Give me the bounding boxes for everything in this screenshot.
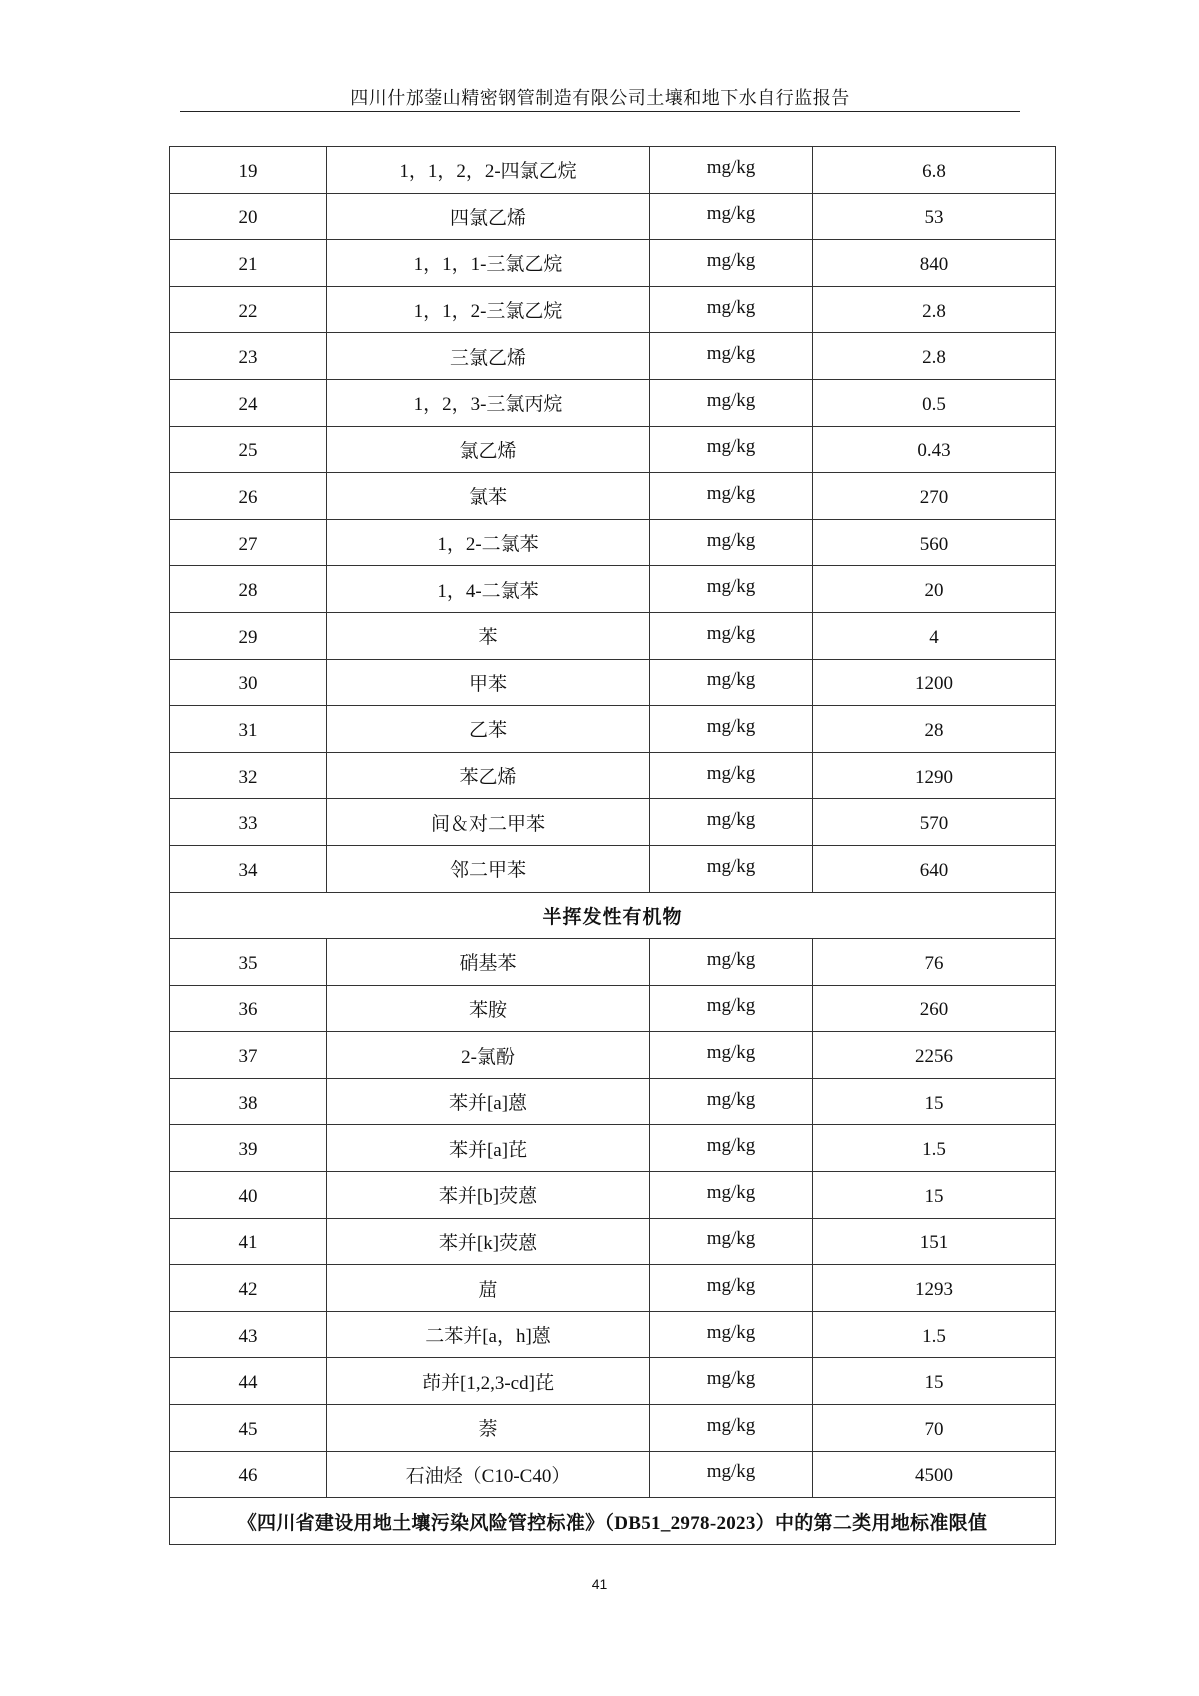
limit-value-cell-text: 1200 — [915, 673, 953, 695]
pollutant-name-cell — [327, 1358, 650, 1405]
row-number-cell — [170, 706, 327, 753]
pollutant-name-cell-text: 萘 — [478, 1419, 498, 1441]
unit-cell-text: mg/kg — [706, 855, 756, 877]
pollutant-name-cell — [327, 845, 650, 892]
pollutant-name-cell — [327, 566, 650, 613]
pollutant-name-cell — [327, 799, 650, 846]
section-heading: 半挥发性有机物 — [170, 892, 1056, 939]
limit-value-cell — [813, 1125, 1056, 1172]
unit-cell-text: mg/kg — [706, 529, 756, 551]
unit-cell-text: mg/kg — [706, 1042, 756, 1064]
unit-cell — [650, 333, 813, 380]
pollutant-name-cell-text: 2-氯酚 — [461, 1046, 515, 1068]
limit-value-cell-text: 2.8 — [922, 347, 946, 369]
pollutant-name-cell — [327, 426, 650, 473]
pollutant-name-cell-text: 1，2，3-三氯丙烷 — [413, 394, 563, 416]
pollutant-name-cell-text: 四氯乙烯 — [449, 207, 526, 229]
table-row — [170, 752, 1056, 799]
limit-value-cell-text: 15 — [924, 1185, 944, 1207]
row-number-cell — [170, 1218, 327, 1265]
table-row — [170, 1311, 1056, 1358]
pollutant-name-cell-text: 1，1，2，2-四氯乙烷 — [399, 161, 577, 183]
unit-cell-text: mg/kg — [706, 343, 756, 365]
limit-value-cell — [813, 845, 1056, 892]
section-group — [170, 892, 1056, 939]
unit-cell-text: mg/kg — [706, 296, 756, 318]
unit-cell — [650, 799, 813, 846]
limit-value-cell — [813, 566, 1056, 613]
pollutant-name-cell — [327, 1125, 650, 1172]
unit-cell-text: mg/kg — [706, 809, 756, 831]
limit-value-cell-text: 0.5 — [922, 393, 946, 415]
pollutant-name-cell-text: 硝基苯 — [459, 953, 517, 975]
unit-cell — [650, 519, 813, 566]
row-number-cell-text: 33 — [238, 813, 258, 835]
unit-cell — [650, 426, 813, 473]
limit-value-cell-text: 53 — [924, 207, 944, 229]
unit-cell — [650, 845, 813, 892]
unit-cell-text: mg/kg — [706, 762, 756, 784]
limit-value-cell-text: 76 — [924, 952, 944, 974]
table-row — [170, 147, 1056, 194]
unit-cell-text: mg/kg — [706, 1088, 756, 1110]
volatile-rows-group — [170, 147, 1056, 893]
row-number-cell-text: 39 — [238, 1139, 258, 1161]
limit-value-cell — [813, 1265, 1056, 1312]
unit-cell-text: mg/kg — [706, 389, 756, 411]
row-number-cell-text: 23 — [238, 347, 258, 369]
limit-value-cell-text: 1293 — [915, 1279, 953, 1301]
limit-value-cell — [813, 939, 1056, 986]
row-number-cell — [170, 473, 327, 520]
row-number-cell — [170, 426, 327, 473]
table-row — [170, 612, 1056, 659]
limit-value-cell — [813, 286, 1056, 333]
table-row — [170, 1172, 1056, 1219]
unit-cell — [650, 1405, 813, 1452]
row-number-cell — [170, 193, 327, 240]
limit-value-cell-text: 260 — [919, 999, 949, 1021]
pollutant-name-cell — [327, 1311, 650, 1358]
unit-cell — [650, 1451, 813, 1498]
table-row — [170, 845, 1056, 892]
row-number-cell — [170, 1078, 327, 1125]
limit-value-cell-text: 1.5 — [922, 1325, 946, 1347]
row-number-cell-text: 21 — [238, 253, 258, 275]
pollutant-name-cell-text: 苯并[a]芘 — [448, 1139, 528, 1161]
unit-cell-text: mg/kg — [706, 576, 756, 598]
pollutant-name-cell-text: 石油烃（C10-C40） — [405, 1465, 571, 1487]
unit-cell-text: mg/kg — [706, 1414, 756, 1436]
pollutant-name-cell-text: 苯并[a]蒽 — [448, 1093, 528, 1115]
pollutant-name-cell — [327, 1218, 650, 1265]
limit-value-cell — [813, 240, 1056, 287]
row-number-cell-text: 29 — [238, 626, 258, 648]
pollutant-name-cell-text: 1，4-二氯苯 — [437, 580, 539, 602]
unit-cell-text: mg/kg — [706, 1135, 756, 1157]
table-row — [170, 1078, 1056, 1125]
unit-cell — [650, 752, 813, 799]
unit-cell-text: mg/kg — [706, 669, 756, 691]
pollutant-name-cell-text: 甲苯 — [468, 673, 507, 695]
footer-note-row — [170, 1498, 1056, 1545]
row-number-cell — [170, 519, 327, 566]
row-number-cell-text: 28 — [238, 580, 258, 602]
row-number-cell — [170, 566, 327, 613]
table-row — [170, 1125, 1056, 1172]
limit-value-cell-text: 20 — [924, 580, 944, 602]
table-row — [170, 1265, 1056, 1312]
row-number-cell-text: 25 — [238, 440, 258, 462]
pollutant-name-cell — [327, 193, 650, 240]
row-number-cell — [170, 1172, 327, 1219]
unit-cell-text: mg/kg — [706, 1228, 756, 1250]
table-row — [170, 473, 1056, 520]
unit-cell — [650, 985, 813, 1032]
limit-value-cell — [813, 752, 1056, 799]
limit-value-cell — [813, 659, 1056, 706]
pollutant-name-cell-text: 间＆对二甲苯 — [430, 813, 545, 835]
table-row — [170, 659, 1056, 706]
row-number-cell-text: 22 — [238, 300, 258, 322]
row-number-cell — [170, 379, 327, 426]
limit-value-cell-text: 4500 — [915, 1465, 953, 1487]
unit-cell — [650, 1265, 813, 1312]
pollutant-name-cell-text: 1，1，1-三氯乙烷 — [413, 254, 563, 276]
pollutant-name-cell — [327, 240, 650, 287]
table-row — [170, 1358, 1056, 1405]
limit-value-cell — [813, 985, 1056, 1032]
standard-reference-note: 《四川省建设用地土壤污染风险管控标准》（DB51_2978-2023）中的第二类用地标准限值 — [170, 1498, 1056, 1545]
row-number-cell-text: 31 — [238, 719, 258, 741]
unit-cell — [650, 1311, 813, 1358]
unit-cell-text: mg/kg — [706, 1275, 756, 1297]
unit-cell — [650, 612, 813, 659]
row-number-cell — [170, 845, 327, 892]
pollutant-name-cell — [327, 612, 650, 659]
row-number-cell — [170, 240, 327, 287]
unit-cell — [650, 1172, 813, 1219]
limit-value-cell-text: 0.43 — [917, 440, 951, 462]
table-row — [170, 240, 1056, 287]
row-number-cell-text: 20 — [238, 207, 258, 229]
pollutant-name-cell — [327, 985, 650, 1032]
limit-value-cell-text: 15 — [924, 1372, 944, 1394]
unit-cell-text: mg/kg — [706, 203, 756, 225]
header-divider — [180, 111, 1020, 112]
unit-cell-text: mg/kg — [706, 1181, 756, 1203]
unit-cell — [650, 659, 813, 706]
pollutant-name-cell-text: 邻二甲苯 — [449, 860, 526, 882]
unit-cell — [650, 1358, 813, 1405]
table-row — [170, 799, 1056, 846]
unit-cell — [650, 1125, 813, 1172]
row-number-cell-text: 43 — [238, 1325, 258, 1347]
row-number-cell — [170, 286, 327, 333]
table-row — [170, 519, 1056, 566]
table-row — [170, 1451, 1056, 1498]
row-number-cell-text: 30 — [238, 673, 258, 695]
pollutant-name-cell-text: 二苯并[a，h]蒽 — [425, 1326, 551, 1348]
limit-value-cell — [813, 1311, 1056, 1358]
row-number-cell — [170, 799, 327, 846]
pollutant-name-cell — [327, 1265, 650, 1312]
limit-value-cell — [813, 1218, 1056, 1265]
limit-value-cell-text: 4 — [929, 626, 939, 648]
pollutant-name-cell-text: 三氯乙烯 — [449, 347, 526, 369]
row-number-cell — [170, 333, 327, 380]
limit-value-cell-text: 640 — [919, 859, 949, 881]
row-number-cell-text: 37 — [238, 1046, 258, 1068]
table-row — [170, 379, 1056, 426]
unit-cell — [650, 566, 813, 613]
row-number-cell-text: 32 — [238, 766, 258, 788]
row-number-cell — [170, 939, 327, 986]
row-number-cell-text: 40 — [238, 1185, 258, 1207]
limit-value-cell — [813, 612, 1056, 659]
pollutant-name-cell — [327, 1078, 650, 1125]
pollutant-name-cell-text: 乙苯 — [468, 720, 507, 742]
pollutant-name-cell-text: 1，1，2-三氯乙烷 — [413, 301, 563, 323]
unit-cell — [650, 1078, 813, 1125]
unit-cell-text: mg/kg — [706, 1461, 756, 1483]
pollutant-name-cell — [327, 939, 650, 986]
unit-cell — [650, 147, 813, 194]
row-number-cell-text: 41 — [238, 1232, 258, 1254]
limit-value-cell — [813, 1405, 1056, 1452]
semivolatile-rows-group — [170, 939, 1056, 1498]
limit-value-cell — [813, 193, 1056, 240]
limit-value-cell — [813, 1032, 1056, 1079]
pollutant-name-cell-text: 苯并[k]荧蒽 — [438, 1232, 538, 1254]
table-row — [170, 1405, 1056, 1452]
unit-cell-text: mg/kg — [706, 1321, 756, 1343]
limit-value-cell — [813, 1078, 1056, 1125]
pollutant-name-cell — [327, 752, 650, 799]
unit-cell — [650, 286, 813, 333]
pollutant-name-cell — [327, 286, 650, 333]
limit-value-cell — [813, 333, 1056, 380]
limit-value-cell — [813, 799, 1056, 846]
table-row — [170, 193, 1056, 240]
unit-cell — [650, 240, 813, 287]
limit-value-cell-text: 2256 — [915, 1046, 953, 1068]
row-number-cell-text: 45 — [238, 1418, 258, 1440]
table-row — [170, 1032, 1056, 1079]
pollutant-name-cell — [327, 1172, 650, 1219]
unit-cell-text: mg/kg — [706, 1368, 756, 1390]
pollutant-name-cell-text: 茚并[1,2,3-cd]芘 — [422, 1372, 554, 1394]
row-number-cell-text: 35 — [238, 952, 258, 974]
limit-value-cell-text: 1.5 — [922, 1139, 946, 1161]
row-number-cell — [170, 659, 327, 706]
unit-cell-text: mg/kg — [706, 715, 756, 737]
row-number-cell — [170, 612, 327, 659]
pollutant-name-cell — [327, 706, 650, 753]
pollutant-name-cell-text: 苯乙烯 — [459, 767, 517, 789]
table-row — [170, 333, 1056, 380]
row-number-cell-text: 34 — [238, 859, 258, 881]
pollutant-name-cell — [327, 1032, 650, 1079]
limit-value-cell — [813, 379, 1056, 426]
unit-cell — [650, 939, 813, 986]
unit-cell-text: mg/kg — [706, 622, 756, 644]
row-number-cell — [170, 985, 327, 1032]
pollutant-name-cell — [327, 1451, 650, 1498]
pollutant-name-cell-text: 苯并[b]荧蒽 — [438, 1186, 538, 1208]
limit-value-cell — [813, 1172, 1056, 1219]
pollutant-name-cell-text: 苯胺 — [468, 999, 507, 1021]
row-number-cell — [170, 147, 327, 194]
row-number-cell-text: 38 — [238, 1092, 258, 1114]
row-number-cell — [170, 752, 327, 799]
row-number-cell — [170, 1311, 327, 1358]
limit-value-cell-text: 1290 — [915, 766, 953, 788]
limit-value-cell-text: 840 — [919, 253, 949, 275]
unit-cell-text: mg/kg — [706, 249, 756, 271]
row-number-cell-text: 42 — [238, 1279, 258, 1301]
table-row — [170, 426, 1056, 473]
row-number-cell-text: 46 — [238, 1465, 258, 1487]
unit-cell — [650, 193, 813, 240]
table-row — [170, 566, 1056, 613]
row-number-cell-text: 26 — [238, 486, 258, 508]
pollutant-name-cell-text: 䓛 — [478, 1279, 498, 1301]
row-number-cell-text: 19 — [238, 160, 258, 182]
pollutant-name-cell — [327, 1405, 650, 1452]
footer-group — [170, 1498, 1056, 1545]
limit-value-cell — [813, 1451, 1056, 1498]
limit-value-cell-text: 2.8 — [922, 300, 946, 322]
page-number: 41 — [591, 1576, 608, 1592]
row-number-cell — [170, 1265, 327, 1312]
row-number-cell — [170, 1032, 327, 1079]
pollutant-name-cell — [327, 473, 650, 520]
unit-cell-text: mg/kg — [706, 156, 756, 178]
row-number-cell-text: 27 — [238, 533, 258, 555]
limit-value-cell — [813, 706, 1056, 753]
row-number-cell-text: 44 — [238, 1372, 258, 1394]
pollutant-name-cell — [327, 379, 650, 426]
pollutant-name-cell-text: 苯 — [478, 627, 498, 649]
unit-cell — [650, 379, 813, 426]
row-number-cell — [170, 1125, 327, 1172]
limit-value-cell — [813, 519, 1056, 566]
limit-value-cell-text: 151 — [919, 1232, 949, 1254]
section-heading-row — [170, 892, 1056, 939]
unit-cell-text: mg/kg — [706, 482, 756, 504]
table-row — [170, 286, 1056, 333]
table-row — [170, 985, 1056, 1032]
limit-value-cell-text: 15 — [924, 1092, 944, 1114]
pollutant-name-cell-text: 1，2-二氯苯 — [437, 534, 539, 556]
row-number-cell — [170, 1451, 327, 1498]
pollutant-name-cell — [327, 333, 650, 380]
limit-value-cell — [813, 426, 1056, 473]
standard-limits-table — [169, 146, 1056, 1545]
row-number-cell — [170, 1405, 327, 1452]
unit-cell — [650, 473, 813, 520]
limit-value-cell-text: 270 — [919, 486, 949, 508]
pollutant-name-cell-text: 氯乙烯 — [459, 440, 517, 462]
limit-value-cell-text: 28 — [924, 719, 944, 741]
unit-cell-text: mg/kg — [706, 995, 756, 1017]
unit-cell-text: mg/kg — [706, 436, 756, 458]
limit-value-cell — [813, 1358, 1056, 1405]
limit-value-cell — [813, 473, 1056, 520]
limit-value-cell — [813, 147, 1056, 194]
unit-cell — [650, 1218, 813, 1265]
pollutant-name-cell — [327, 659, 650, 706]
pollutant-name-cell — [327, 147, 650, 194]
unit-cell-text: mg/kg — [706, 948, 756, 970]
limit-value-cell-text: 570 — [919, 813, 949, 835]
row-number-cell-text: 24 — [238, 393, 258, 415]
table-row — [170, 1218, 1056, 1265]
row-number-cell — [170, 1358, 327, 1405]
pollutant-name-cell-text: 氯苯 — [468, 487, 507, 509]
limit-value-cell-text: 6.8 — [922, 160, 946, 182]
pollutant-name-cell — [327, 519, 650, 566]
row-number-cell-text: 36 — [238, 999, 258, 1021]
table-row — [170, 939, 1056, 986]
page-header-title: 四川什邡蓥山精密钢管制造有限公司土壤和地下水自行监报告 — [350, 88, 850, 109]
table-row — [170, 706, 1056, 753]
limit-value-cell-text: 70 — [924, 1418, 944, 1440]
unit-cell — [650, 1032, 813, 1079]
limit-value-cell-text: 560 — [919, 533, 949, 555]
unit-cell — [650, 706, 813, 753]
